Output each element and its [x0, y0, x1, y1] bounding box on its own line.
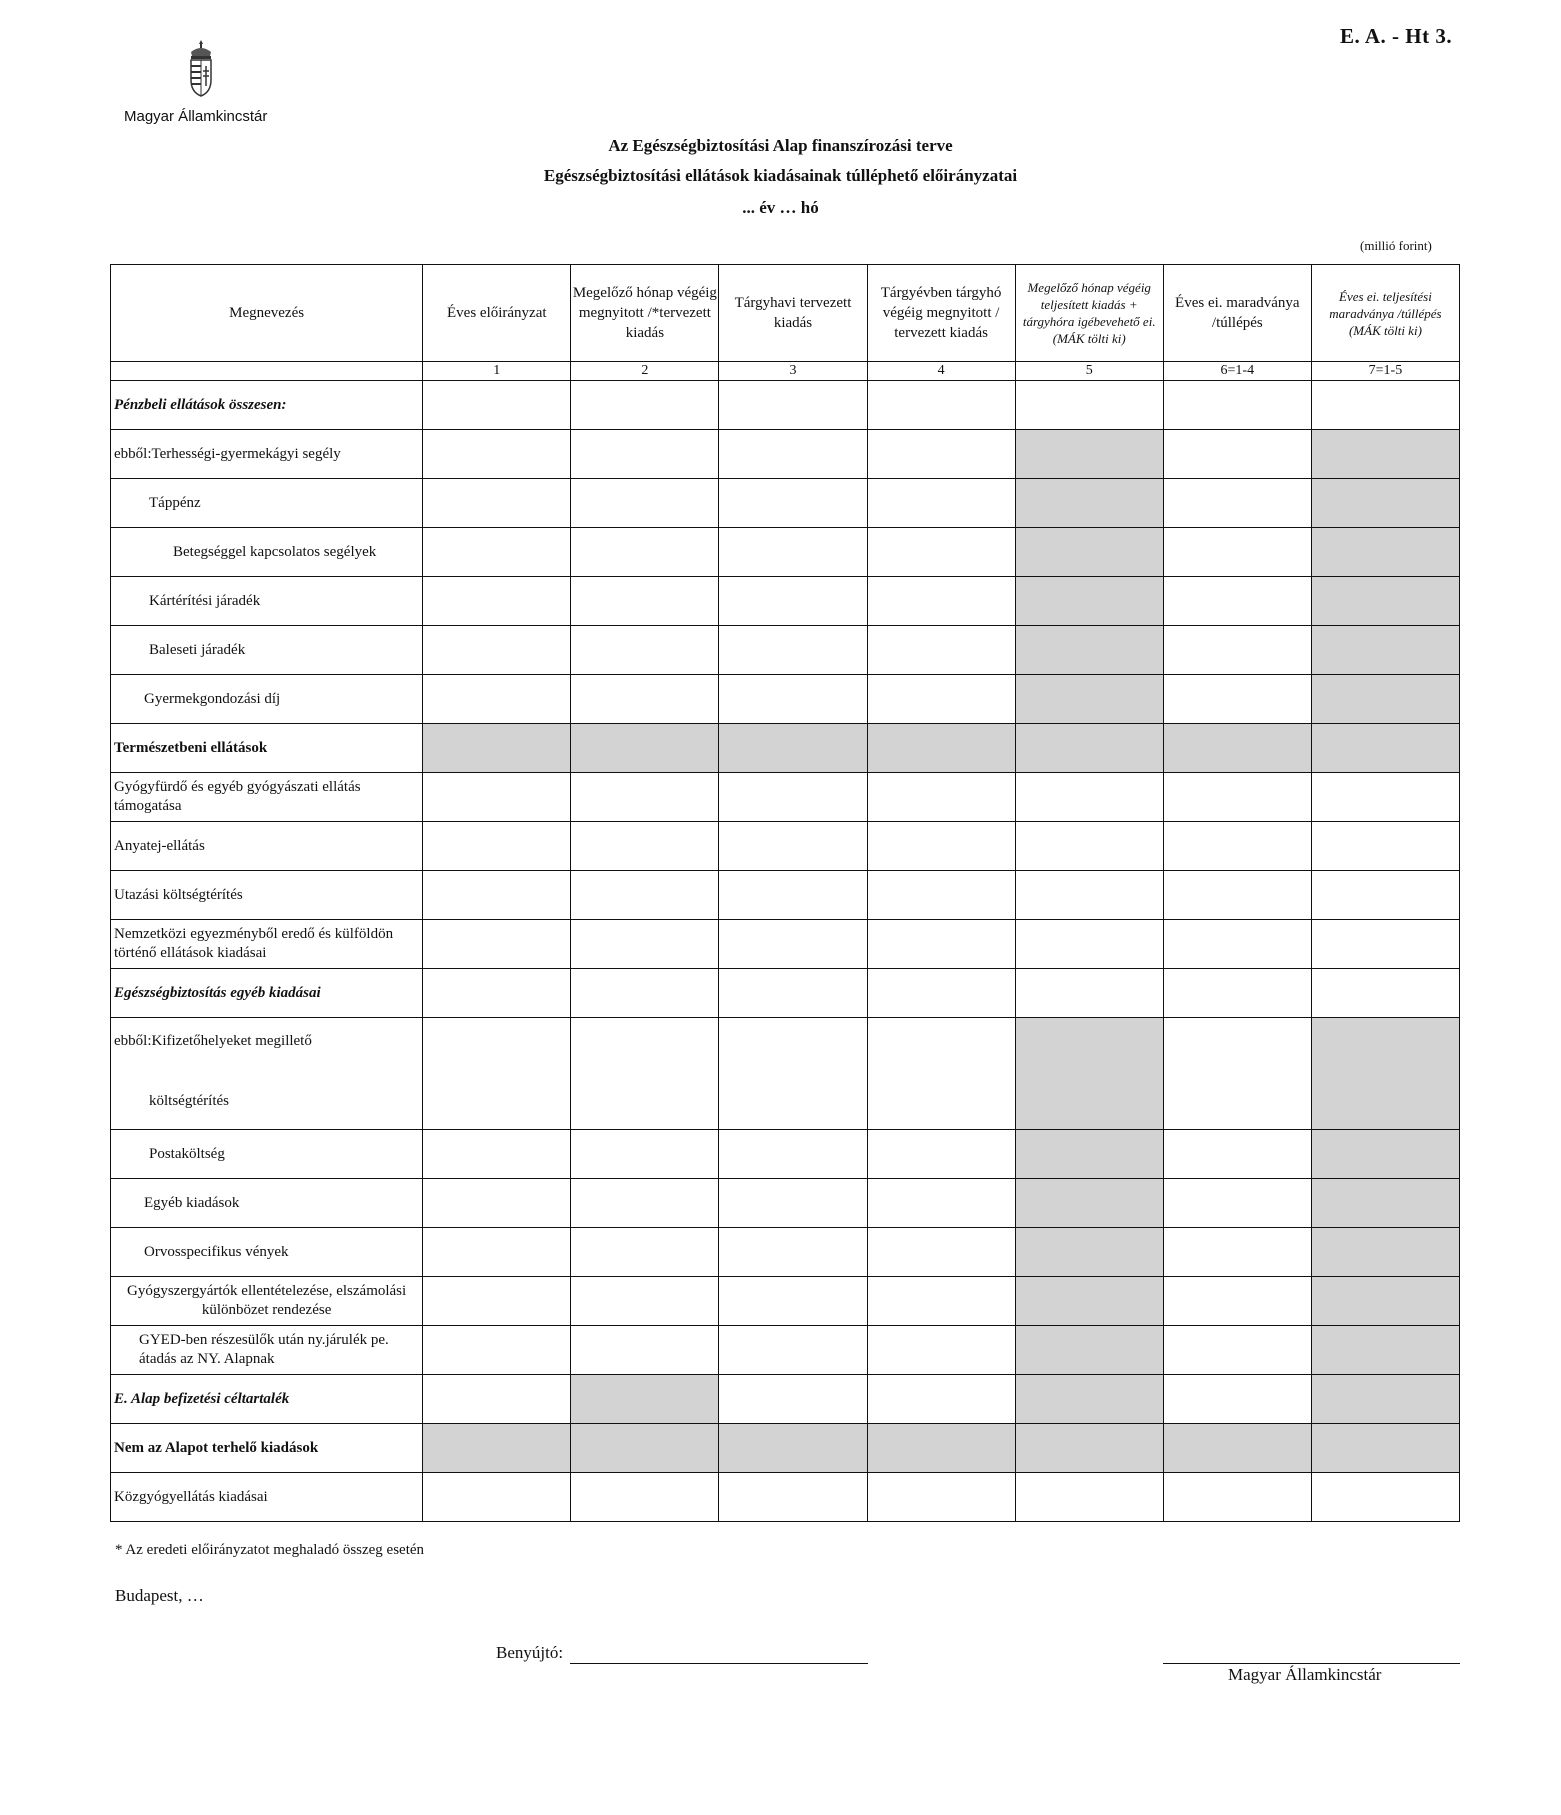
input-cell[interactable] — [1311, 822, 1459, 871]
input-cell[interactable] — [867, 920, 1015, 969]
column-number: 4 — [867, 362, 1015, 381]
table-row — [111, 1228, 1460, 1277]
input-cell[interactable] — [1015, 969, 1163, 1018]
input-cell[interactable] — [423, 920, 571, 969]
column-header: Megelőző hónap végéig teljesített kiadás + tárgyhóra igébevehető ei. (MÁK tölti ki) — [1015, 265, 1163, 362]
input-cell[interactable] — [867, 1277, 1015, 1326]
input-cell[interactable] — [719, 626, 867, 675]
input-cell[interactable] — [1163, 1277, 1311, 1326]
input-cell[interactable] — [1163, 1473, 1311, 1522]
input-cell[interactable] — [719, 969, 867, 1018]
input-cell[interactable] — [867, 773, 1015, 822]
input-cell[interactable] — [1163, 871, 1311, 920]
table-row — [111, 675, 1460, 724]
input-cell[interactable] — [1163, 1375, 1311, 1424]
input-cell[interactable] — [571, 822, 719, 871]
period-line: ... év … hó — [742, 198, 819, 217]
column-header: Éves előirányzat — [423, 265, 571, 362]
input-cell[interactable] — [867, 675, 1015, 724]
input-cell[interactable] — [719, 1473, 867, 1522]
input-cell[interactable] — [423, 969, 571, 1018]
input-cell[interactable] — [719, 1277, 867, 1326]
shaded-cell — [1163, 1424, 1311, 1473]
column-header: Megelőző hónap végéig megnyitott /*tervezett kiadás — [571, 265, 719, 362]
row-label: Kártérítési járadék — [111, 577, 423, 626]
input-cell[interactable] — [423, 822, 571, 871]
table-row — [111, 1179, 1460, 1228]
input-cell[interactable] — [571, 969, 719, 1018]
column-number: 6=1-4 — [1163, 362, 1311, 381]
shaded-cell — [1015, 1179, 1163, 1228]
input-cell[interactable] — [867, 871, 1015, 920]
shaded-cell — [1311, 1018, 1459, 1130]
shaded-cell — [1311, 430, 1459, 479]
input-cell[interactable] — [423, 1130, 571, 1179]
input-cell[interactable] — [867, 1228, 1015, 1277]
input-cell[interactable] — [571, 871, 719, 920]
input-cell[interactable] — [1015, 920, 1163, 969]
input-cell[interactable] — [571, 430, 719, 479]
column-number: 2 — [571, 362, 719, 381]
row-label: Baleseti járadék — [111, 626, 423, 675]
table-row — [111, 1277, 1460, 1326]
shaded-cell — [1311, 724, 1459, 773]
row-label: ebből:Terhességi-gyermekágyi segély — [111, 430, 423, 479]
shaded-cell — [1015, 1018, 1163, 1130]
input-cell[interactable] — [571, 1326, 719, 1375]
input-cell[interactable] — [423, 577, 571, 626]
table-row — [111, 1375, 1460, 1424]
input-cell[interactable] — [571, 1473, 719, 1522]
input-cell[interactable] — [1311, 381, 1459, 430]
input-cell[interactable] — [867, 1375, 1015, 1424]
row-label: Orvosspecifikus vények — [111, 1228, 423, 1277]
input-cell[interactable] — [719, 920, 867, 969]
input-cell[interactable] — [423, 1326, 571, 1375]
table-row — [111, 969, 1460, 1018]
document-subtitle: Egészségbiztosítási ellátások kiadásainak túlléphető előirányzatai — [543, 166, 1018, 185]
shaded-cell — [1015, 626, 1163, 675]
row-label: Pénzbeli ellátások összesen: — [111, 381, 423, 430]
input-cell[interactable] — [719, 1179, 867, 1228]
input-cell[interactable] — [1311, 1473, 1459, 1522]
input-cell[interactable] — [1015, 871, 1163, 920]
column-header: Éves ei. maradványa /túllépés — [1163, 265, 1311, 362]
column-header: Megnevezés — [111, 265, 423, 362]
coat-of-arms-icon — [186, 38, 216, 100]
input-cell[interactable] — [423, 675, 571, 724]
input-cell[interactable] — [1163, 675, 1311, 724]
row-label: Közgyógyellátás kiadásai — [111, 1473, 423, 1522]
input-cell[interactable] — [719, 1228, 867, 1277]
input-cell[interactable] — [1015, 381, 1163, 430]
input-cell[interactable] — [1163, 430, 1311, 479]
appropriations-table — [110, 264, 1460, 1519]
input-cell[interactable] — [719, 479, 867, 528]
input-cell[interactable] — [571, 1130, 719, 1179]
input-cell[interactable] — [719, 1326, 867, 1375]
input-cell[interactable] — [571, 675, 719, 724]
column-header: Éves ei. teljesítési maradványa /túllépés (MÁK tölti ki) — [1311, 265, 1459, 362]
table-row — [111, 626, 1460, 675]
input-cell[interactable] — [1163, 1018, 1311, 1130]
shaded-cell — [1311, 1326, 1459, 1375]
input-cell[interactable] — [1163, 479, 1311, 528]
column-header: Tárgyhavi tervezett kiadás — [719, 265, 867, 362]
input-cell[interactable] — [719, 675, 867, 724]
input-cell[interactable] — [423, 1179, 571, 1228]
input-cell[interactable] — [571, 479, 719, 528]
table-row — [111, 1130, 1460, 1179]
input-cell[interactable] — [423, 1277, 571, 1326]
input-cell[interactable] — [719, 773, 867, 822]
input-cell[interactable] — [867, 479, 1015, 528]
shaded-cell — [571, 724, 719, 773]
shaded-cell — [1311, 1228, 1459, 1277]
input-cell[interactable] — [1311, 920, 1459, 969]
input-cell[interactable] — [423, 871, 571, 920]
shaded-cell — [1015, 479, 1163, 528]
input-cell[interactable] — [1311, 773, 1459, 822]
row-label — [111, 1018, 423, 1130]
column-number: 1 — [423, 362, 571, 381]
shaded-cell — [1015, 1228, 1163, 1277]
input-cell[interactable] — [1163, 969, 1311, 1018]
shaded-cell — [423, 1424, 571, 1473]
input-cell[interactable] — [867, 528, 1015, 577]
table-row — [111, 822, 1460, 871]
shaded-cell — [1015, 430, 1163, 479]
table-row — [111, 920, 1460, 969]
table-row — [111, 1473, 1460, 1522]
input-cell[interactable] — [719, 430, 867, 479]
input-cell[interactable] — [423, 479, 571, 528]
input-cell[interactable] — [867, 969, 1015, 1018]
input-cell[interactable] — [1015, 773, 1163, 822]
input-cell[interactable] — [867, 577, 1015, 626]
shaded-cell — [1311, 479, 1459, 528]
input-cell[interactable] — [1163, 822, 1311, 871]
input-cell[interactable] — [423, 1473, 571, 1522]
column-number — [111, 362, 423, 381]
row-label: Utazási költségtérítés — [111, 871, 423, 920]
unit-label: (millió forint) — [1360, 238, 1432, 253]
input-cell[interactable] — [867, 626, 1015, 675]
input-cell[interactable] — [719, 822, 867, 871]
shaded-cell — [423, 724, 571, 773]
row-label: Nemzetközi egyezményből eredő és külföldön történő ellátások kiadásai — [111, 920, 423, 969]
row-label: Anyatej-ellátás — [111, 822, 423, 871]
row-label: E. Alap befizetési céltartalék — [111, 1375, 423, 1424]
footnote: * Az eredeti előirányzatot meghaladó összeg esetén — [115, 1542, 425, 1558]
shaded-cell — [1311, 675, 1459, 724]
shaded-cell — [1311, 1277, 1459, 1326]
table-row — [111, 381, 1460, 430]
shaded-cell — [1311, 577, 1459, 626]
input-cell[interactable] — [719, 871, 867, 920]
document-title: Az Egészségbiztosítási Alap finanszírozási terve — [608, 136, 953, 155]
shaded-cell — [1311, 1130, 1459, 1179]
input-cell[interactable] — [571, 773, 719, 822]
shaded-cell — [1015, 1130, 1163, 1179]
shaded-cell — [1015, 577, 1163, 626]
input-cell[interactable] — [867, 1473, 1015, 1522]
input-cell[interactable] — [571, 577, 719, 626]
table-row — [111, 1424, 1460, 1473]
table-row — [111, 1326, 1460, 1375]
shaded-cell — [719, 724, 867, 773]
input-cell[interactable] — [867, 1018, 1015, 1130]
input-cell[interactable] — [571, 1277, 719, 1326]
input-cell[interactable] — [571, 1228, 719, 1277]
column-header: Tárgyévben tárgyhó végéig megnyitott / tervezett kiadás — [867, 265, 1015, 362]
shaded-cell — [867, 724, 1015, 773]
org-name: Magyar Államkincstár — [124, 108, 268, 125]
shaded-cell — [867, 1424, 1015, 1473]
row-label-line2: költségtérítés — [149, 1093, 229, 1109]
input-cell[interactable] — [571, 381, 719, 430]
input-cell[interactable] — [423, 1375, 571, 1424]
row-label: Gyermekgondozási díj — [111, 675, 423, 724]
input-cell[interactable] — [423, 381, 571, 430]
input-cell[interactable] — [1311, 969, 1459, 1018]
table-row — [111, 528, 1460, 577]
table-header-row — [111, 265, 1460, 362]
input-cell[interactable] — [571, 626, 719, 675]
shaded-cell — [1311, 1375, 1459, 1424]
column-number: 7=1-5 — [1311, 362, 1459, 381]
shaded-cell — [1015, 1375, 1163, 1424]
shaded-cell — [1015, 675, 1163, 724]
input-cell[interactable] — [1163, 1130, 1311, 1179]
input-cell[interactable] — [719, 577, 867, 626]
place-date: Budapest, … — [115, 1586, 204, 1605]
table-row — [111, 871, 1460, 920]
row-label: Gyógyfürdő és egyéb gyógyászati ellátás támogatása — [111, 773, 423, 822]
table-row — [111, 724, 1460, 773]
shaded-cell — [1015, 528, 1163, 577]
row-label: GYED-ben részesülők után ny.járulék pe. átadás az NY. Alapnak — [111, 1326, 423, 1375]
table-row — [111, 479, 1460, 528]
row-label: Betegséggel kapcsolatos segélyek — [111, 528, 423, 577]
submitter-label: Benyújtó: — [496, 1643, 564, 1662]
row-label: Egészségbiztosítás egyéb kiadásai — [111, 969, 423, 1018]
input-cell[interactable] — [1163, 773, 1311, 822]
input-cell[interactable] — [719, 528, 867, 577]
input-cell[interactable] — [719, 381, 867, 430]
table-row — [111, 430, 1460, 479]
submitter-signature-line[interactable] — [570, 1663, 868, 1664]
shaded-cell — [1015, 1424, 1163, 1473]
input-cell[interactable] — [1163, 528, 1311, 577]
input-cell[interactable] — [423, 773, 571, 822]
input-cell[interactable] — [867, 822, 1015, 871]
table-row — [111, 577, 1460, 626]
row-label-line1: ebből:Kifizetőhelyeket megillető — [114, 1033, 312, 1049]
shaded-cell — [1311, 1424, 1459, 1473]
input-cell[interactable] — [867, 430, 1015, 479]
shaded-cell — [1015, 1277, 1163, 1326]
input-cell[interactable] — [1163, 1326, 1311, 1375]
row-label: Gyógyszergyártók ellentételezése, elszámolási különbözet rendezése — [111, 1277, 423, 1326]
input-cell[interactable] — [1163, 1228, 1311, 1277]
row-label: Táppénz — [111, 479, 423, 528]
shaded-cell — [719, 1424, 867, 1473]
input-cell[interactable] — [423, 430, 571, 479]
input-cell[interactable] — [1163, 381, 1311, 430]
input-cell[interactable] — [423, 626, 571, 675]
shaded-cell — [1311, 1179, 1459, 1228]
table-row — [111, 773, 1460, 822]
shaded-cell — [571, 1424, 719, 1473]
input-cell[interactable] — [1163, 920, 1311, 969]
shaded-cell — [1015, 1326, 1163, 1375]
shaded-cell — [1163, 724, 1311, 773]
row-label: Természetbeni ellátások — [111, 724, 423, 773]
input-cell[interactable] — [423, 528, 571, 577]
input-cell[interactable] — [571, 1018, 719, 1130]
shaded-cell — [1311, 528, 1459, 577]
input-cell[interactable] — [867, 1130, 1015, 1179]
input-cell[interactable] — [1163, 577, 1311, 626]
input-cell[interactable] — [423, 1228, 571, 1277]
treasury-signature-line[interactable] — [1163, 1663, 1460, 1664]
input-cell[interactable] — [719, 1375, 867, 1424]
input-cell[interactable] — [571, 1179, 719, 1228]
input-cell[interactable] — [423, 1018, 571, 1130]
row-label: Nem az Alapot terhelő kiadások — [111, 1424, 423, 1473]
signature-org: Magyar Államkincstár — [1228, 1665, 1382, 1684]
column-number-row — [111, 362, 1460, 381]
input-cell[interactable] — [1015, 1473, 1163, 1522]
input-cell[interactable] — [867, 381, 1015, 430]
input-cell[interactable] — [719, 1130, 867, 1179]
input-cell[interactable] — [867, 1179, 1015, 1228]
input-cell[interactable] — [719, 1018, 867, 1130]
table-row — [111, 1018, 1460, 1130]
column-number: 3 — [719, 362, 867, 381]
input-cell[interactable] — [1163, 626, 1311, 675]
input-cell[interactable] — [1311, 871, 1459, 920]
shaded-cell — [1311, 626, 1459, 675]
shaded-cell — [571, 1375, 719, 1424]
input-cell[interactable] — [571, 920, 719, 969]
input-cell[interactable] — [1163, 1179, 1311, 1228]
column-number: 5 — [1015, 362, 1163, 381]
shaded-cell — [1015, 724, 1163, 773]
form-code: E. A. - Ht 3. — [1340, 24, 1453, 48]
input-cell[interactable] — [1015, 822, 1163, 871]
row-label: Egyéb kiadások — [111, 1179, 423, 1228]
input-cell[interactable] — [867, 1326, 1015, 1375]
input-cell[interactable] — [571, 528, 719, 577]
row-label: Postaköltség — [111, 1130, 423, 1179]
